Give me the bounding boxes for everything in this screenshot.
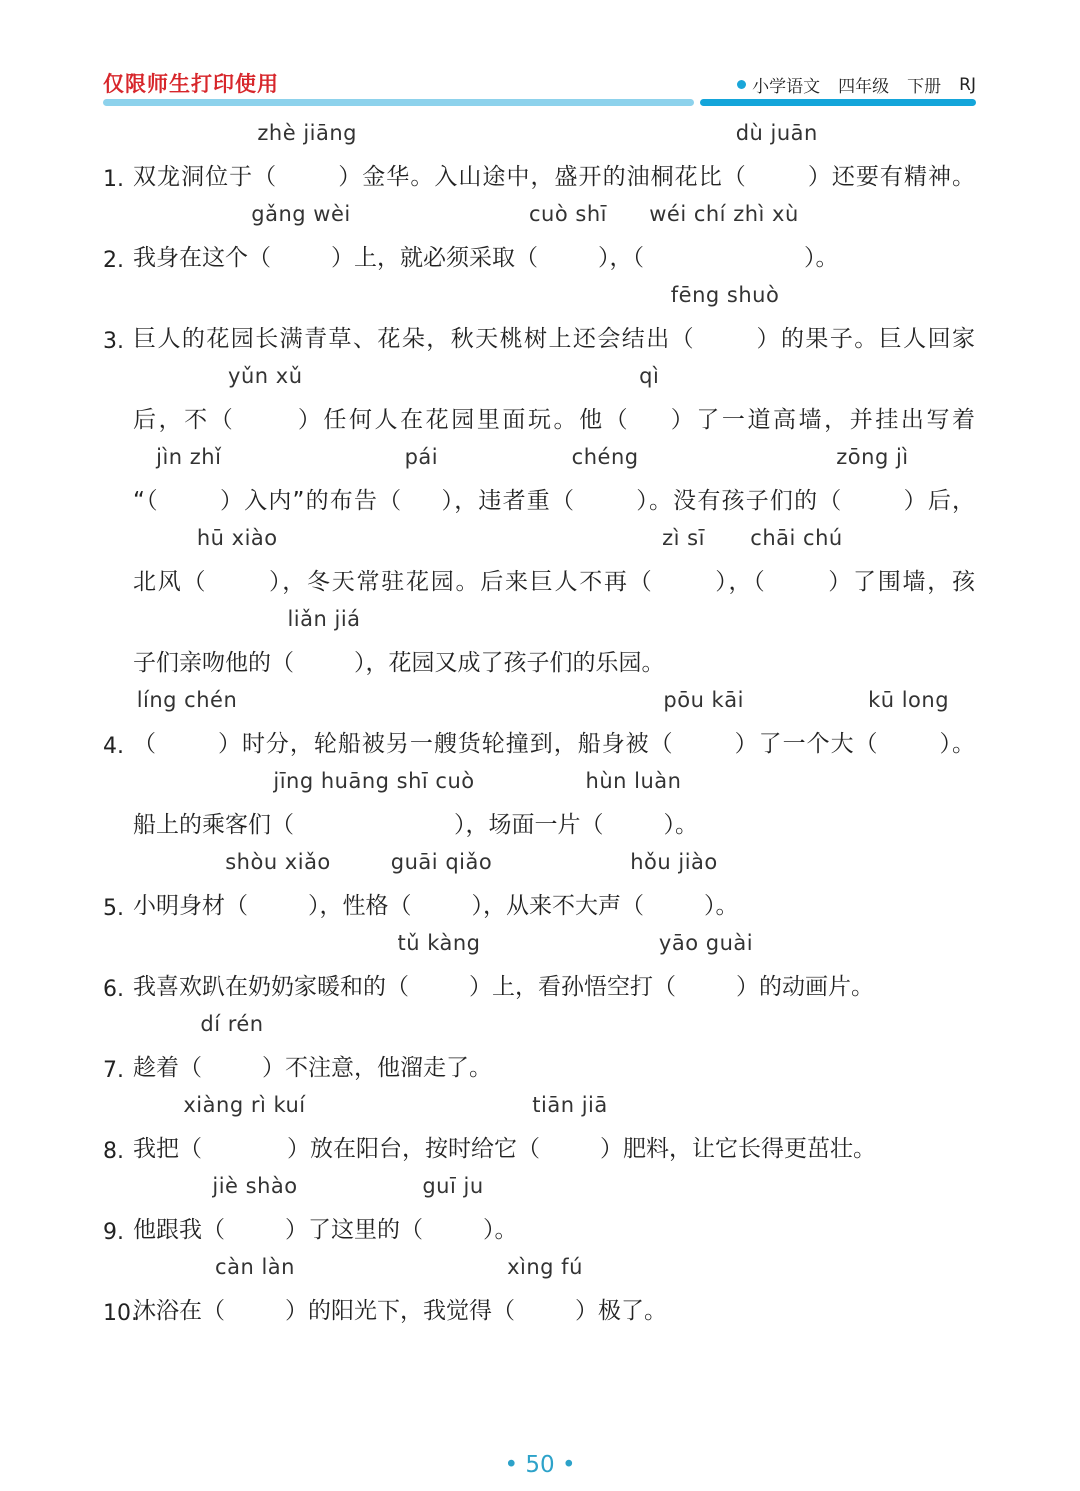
sentence-text: ）的阳光下，我觉得（: [285, 1298, 515, 1324]
answer-blank[interactable]: [630, 363, 668, 436]
question-row: [0, 446, 1080, 527]
sentence-line: [133, 120, 976, 195]
page-number: • 50 •: [504, 1452, 576, 1478]
sentence-text: ）时分，轮船被另一艘货轮撞到，船身被（: [216, 731, 674, 757]
question-row: [0, 203, 1080, 284]
answer-blank[interactable]: [868, 687, 950, 760]
pinyin-hint: càn làn: [215, 1254, 295, 1279]
answer-blank[interactable]: [273, 768, 475, 841]
header-divider-right: [700, 99, 976, 106]
pinyin-hint: pōu kāi: [663, 687, 744, 712]
answer-blank[interactable]: [183, 1092, 306, 1165]
sentence-text: ）金华。入山途中，盛开的油桐花比（: [337, 164, 747, 190]
answer-blank[interactable]: [251, 201, 351, 274]
sentence-text: ）。: [938, 731, 976, 757]
question-row: [0, 770, 1080, 851]
pinyin-hint: hū xiào: [196, 525, 278, 550]
sentence-line: [133, 606, 665, 681]
answer-blank[interactable]: [571, 444, 639, 517]
answer-blank[interactable]: [196, 525, 278, 598]
sentence-line: [133, 1092, 876, 1167]
pinyin-hint: zōng jì: [836, 444, 909, 469]
book-info: [737, 72, 976, 97]
question-row: [0, 1175, 1080, 1256]
answer-blank[interactable]: [212, 1173, 298, 1246]
answer-blank[interactable]: [136, 687, 238, 760]
pinyin-hint: guī ju: [422, 1173, 484, 1198]
question-row: [0, 1094, 1080, 1175]
question-number: 2.: [103, 248, 124, 273]
answer-blank[interactable]: [507, 1254, 583, 1327]
pinyin-hint: tiān jiā: [532, 1092, 608, 1117]
answer-blank[interactable]: [397, 930, 481, 1003]
watermark-text: 仅限师生打印使用: [103, 72, 279, 96]
sentence-text: ）。: [804, 245, 839, 271]
sentence-text: ）了围墙，孩: [826, 569, 975, 595]
answer-blank[interactable]: [422, 1173, 484, 1246]
sentence-text: “（: [133, 488, 159, 514]
question-number: 5.: [103, 896, 124, 921]
sentence-line: [133, 849, 739, 924]
sentence-text: 我把（: [133, 1136, 202, 1162]
header-divider-left: [103, 99, 694, 106]
sentence-text: ）极了。: [575, 1298, 667, 1324]
pinyin-hint: shòu xiǎo: [225, 849, 331, 874]
pinyin-hint: yāo guài: [658, 930, 754, 955]
sentence-line: [133, 768, 698, 843]
sentence-line: [133, 1011, 492, 1086]
pinyin-hint: chāi chú: [750, 525, 843, 550]
pinyin-hint: dí rén: [200, 1011, 264, 1036]
pinyin-hint: yǔn xǔ: [228, 363, 303, 388]
pinyin-hint: cuò shī: [529, 201, 607, 226]
sentence-text: ），冬天常驻花园。后来巨人不再（: [267, 569, 654, 595]
sentence-text: ）的动画片。: [736, 974, 874, 1000]
question-number: 7.: [103, 1058, 124, 1083]
sentence-text: ）的果子。巨人回家: [755, 326, 975, 352]
sentence-text: ）了一道高墙，并挂出写着: [668, 407, 976, 433]
sentence-line: [133, 1254, 667, 1329]
sentence-text: ）上，看孙悟空打（: [469, 974, 676, 1000]
pinyin-hint: hǒu jiào: [630, 849, 718, 874]
sentence-text: ）。: [483, 1217, 518, 1243]
pinyin-hint: líng chén: [136, 687, 238, 712]
sentence-text: ），（: [713, 569, 767, 595]
pinyin-hint: kū long: [868, 687, 950, 712]
answer-blank[interactable]: [670, 282, 780, 355]
bullet-dot-icon: [737, 80, 746, 89]
question-row: [0, 1256, 1080, 1337]
pinyin-hint: chéng: [571, 444, 639, 469]
sentence-text: ）后，: [902, 488, 976, 514]
answer-blank[interactable]: [630, 849, 718, 922]
sentence-text: ）了这里的（: [285, 1217, 423, 1243]
pinyin-hint: qì: [639, 363, 660, 388]
sentence-text: 趁着（: [133, 1055, 202, 1081]
sentence-line: [133, 444, 976, 519]
sentence-text: ），花园又成了孩子们的乐园。: [354, 650, 665, 676]
pinyin-hint: liǎn jiá: [287, 606, 361, 631]
answer-blank[interactable]: [287, 606, 361, 679]
sentence-line: [133, 282, 975, 357]
pinyin-hint: zhè jiāng: [257, 120, 358, 145]
sentence-text: 船上的乘客们（: [133, 812, 294, 838]
question-number: 9.: [103, 1220, 124, 1245]
answer-blank[interactable]: [402, 444, 440, 517]
sentence-text: ）放在阳台，按时给它（: [287, 1136, 540, 1162]
question-number: 6.: [103, 977, 124, 1002]
pinyin-hint: jīng huāng shī cuò: [273, 768, 475, 793]
pinyin-hint: jiè shào: [212, 1173, 298, 1198]
sentence-text: 我身在这个（: [133, 245, 271, 271]
question-row: [0, 284, 1080, 365]
sentence-text: 后，不（: [133, 407, 236, 433]
edition-label: RJ: [959, 74, 976, 95]
answer-blank[interactable]: [532, 1092, 608, 1165]
sentence-text: ）了一个大（: [733, 731, 879, 757]
answer-blank[interactable]: [156, 444, 222, 517]
sentence-text: ）任何人在花园里面玩。他（: [295, 407, 631, 433]
question-row: [0, 122, 1080, 203]
sentence-text: 小明身材（: [133, 893, 248, 919]
exercise-list: [0, 122, 1080, 1337]
sentence-text: ）肥料，让它长得更茁壮。: [600, 1136, 876, 1162]
question-number: 8.: [103, 1139, 124, 1164]
sentence-text: 巨人的花园长满青草、花朵，秋天桃树上还会结出（: [133, 326, 696, 352]
question-row: [0, 527, 1080, 608]
answer-blank[interactable]: [257, 120, 358, 193]
pinyin-hint: gǎng wèi: [251, 201, 351, 226]
sentence-text: 子们亲吻他的（: [133, 650, 294, 676]
sentence-line: [133, 930, 874, 1005]
sentence-text: （: [133, 731, 157, 757]
answer-blank[interactable]: [663, 687, 744, 760]
subject-label: 小学语文: [752, 77, 821, 97]
pinyin-hint: fēng shuò: [670, 282, 780, 307]
volume-label: 下册: [907, 77, 942, 97]
answer-blank[interactable]: [215, 1254, 295, 1327]
pinyin-hint: zì sī: [662, 525, 705, 550]
sentence-line: [133, 687, 976, 762]
answer-blank[interactable]: [644, 201, 804, 274]
question-number: 3.: [103, 329, 124, 354]
sentence-text: ）。: [663, 812, 698, 838]
sentence-text: ），违者重（: [440, 488, 576, 514]
pinyin-hint: xiàng rì kuí: [183, 1092, 306, 1117]
question-row: [0, 365, 1080, 446]
pinyin-hint: tǔ kàng: [397, 930, 481, 955]
pinyin-hint: jìn zhǐ: [156, 444, 222, 469]
sentence-line: [133, 1173, 518, 1248]
grade-label: 四年级: [838, 77, 890, 97]
question-row: [0, 932, 1080, 1013]
question-number: 1.: [103, 167, 124, 192]
question-row: [0, 1013, 1080, 1094]
answer-blank[interactable]: [200, 1011, 264, 1084]
answer-blank[interactable]: [585, 768, 682, 841]
pinyin-hint: wéi chí zhì xù: [649, 201, 799, 226]
sentence-text: ），场面一片（: [454, 812, 604, 838]
sentence-text: ），从来不大声（: [471, 893, 644, 919]
question-row: [0, 851, 1080, 932]
answer-blank[interactable]: [750, 525, 843, 598]
sentence-text: 沐浴在（: [133, 1298, 225, 1324]
sentence-line: [133, 201, 839, 276]
question-number: 4.: [103, 734, 124, 759]
sentence-text: ）不注意，他溜走了。: [262, 1055, 492, 1081]
sentence-text: ）入内”的布告（: [218, 488, 403, 514]
answer-blank[interactable]: [658, 930, 754, 1003]
answer-blank[interactable]: [735, 120, 818, 193]
pinyin-hint: dù juān: [735, 120, 818, 145]
sentence-text: 我喜欢趴在奶奶家暖和的（: [133, 974, 409, 1000]
answer-blank[interactable]: [529, 201, 607, 274]
sentence-text: 他跟我（: [133, 1217, 225, 1243]
pinyin-hint: guāi qiǎo: [390, 849, 493, 874]
answer-blank[interactable]: [654, 525, 714, 598]
answer-blank[interactable]: [225, 849, 331, 922]
sentence-text: ），（: [598, 245, 644, 271]
pinyin-hint: pái: [404, 444, 439, 469]
pinyin-hint: xìng fú: [507, 1254, 583, 1279]
question-row: [0, 689, 1080, 770]
sentence-text: ）还要有精神。: [806, 164, 976, 190]
answer-blank[interactable]: [228, 363, 303, 436]
sentence-text: ）。没有孩子们的（: [635, 488, 843, 514]
sentence-line: [133, 363, 976, 438]
answer-blank[interactable]: [836, 444, 909, 517]
answer-blank[interactable]: [390, 849, 493, 922]
sentence-text: ）。: [704, 893, 739, 919]
pinyin-hint: hùn luàn: [585, 768, 682, 793]
sentence-text: ），性格（: [308, 893, 412, 919]
question-row: [0, 608, 1080, 689]
sentence-text: 北风（: [133, 569, 208, 595]
sentence-line: [133, 525, 975, 600]
question-number: 10.: [103, 1301, 138, 1326]
sentence-text: ）上，就必须采取（: [331, 245, 538, 271]
sentence-text: 双龙洞位于（: [133, 164, 278, 190]
